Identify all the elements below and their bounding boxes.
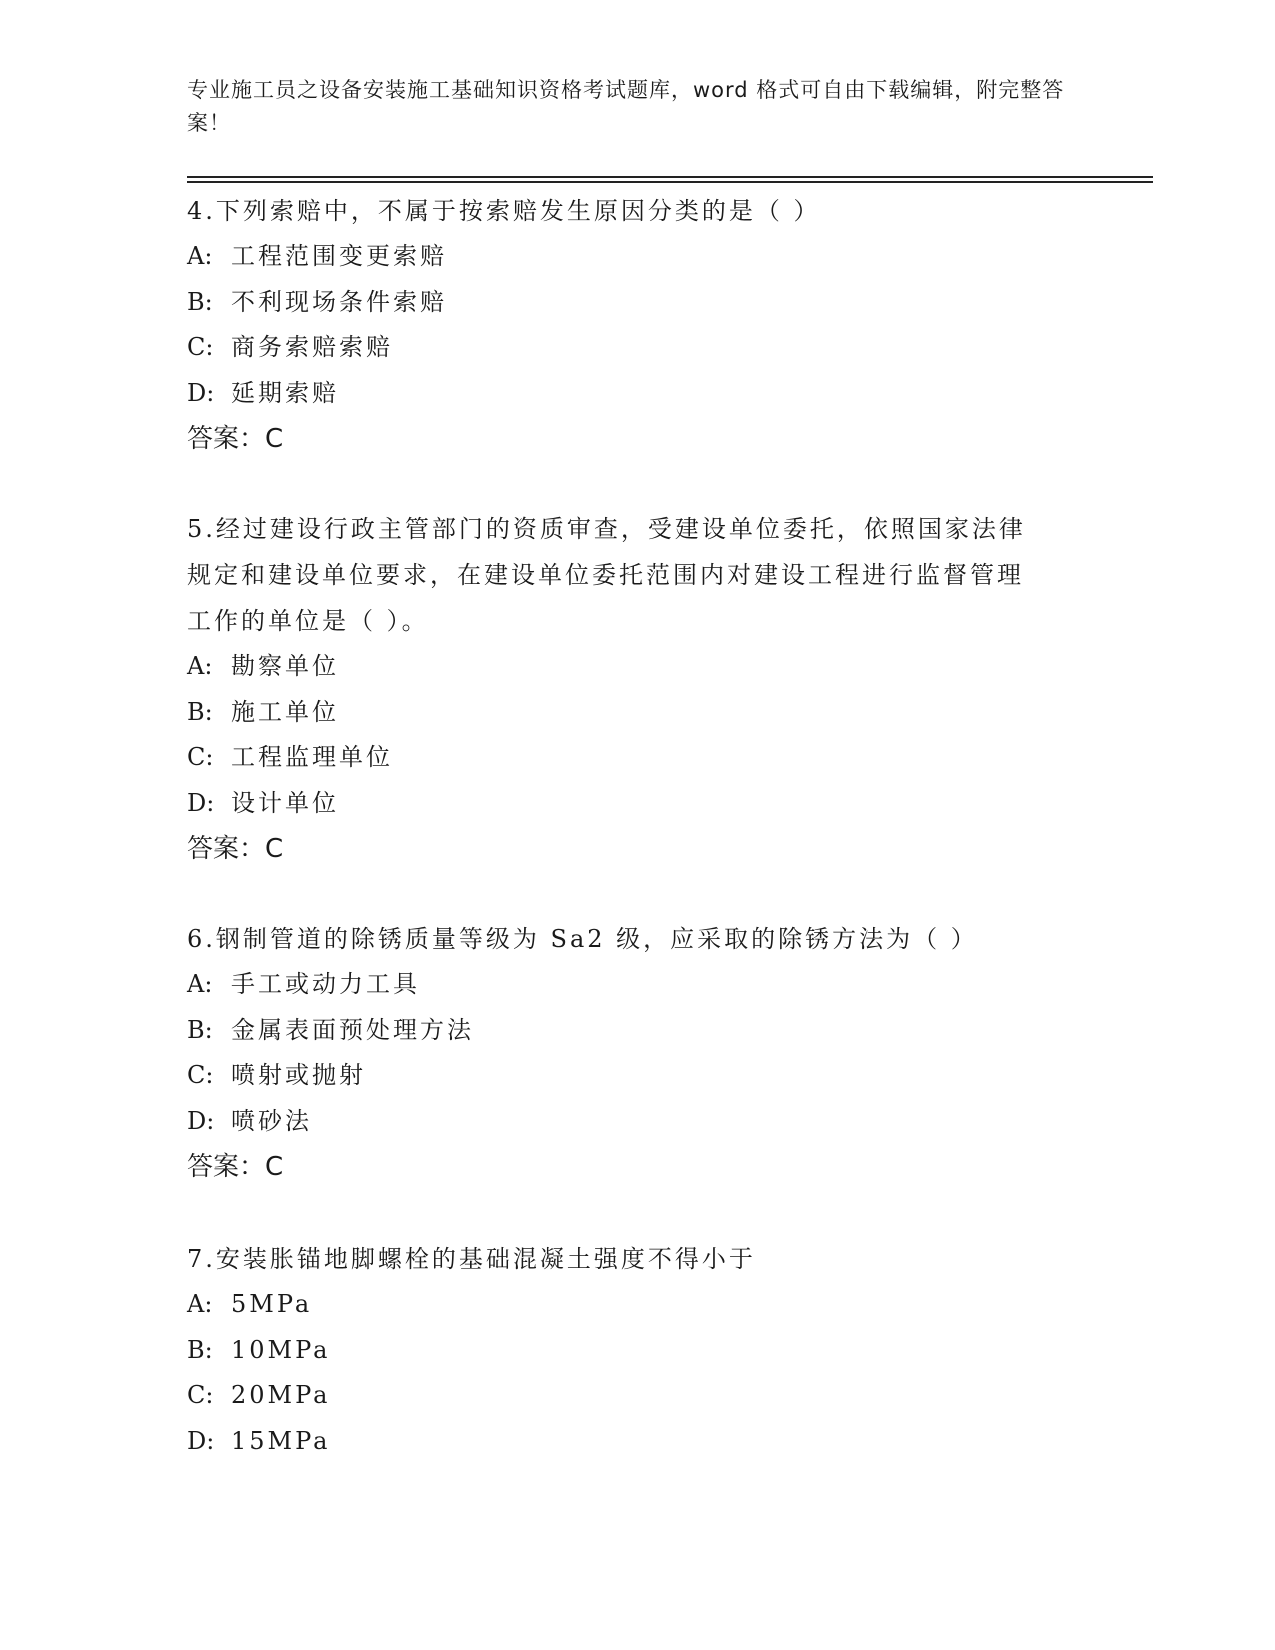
option-b	[187, 1008, 1087, 1054]
option-c	[187, 1053, 1087, 1099]
question-stem: 6.钢制管道的除锈质量等级为 Sa2 级，应采取的除锈方法为（ ）	[187, 925, 978, 953]
document-header: 专业施工员之设备安装施工基础知识资格考试题库，word 格式可自由下载编辑，附完整答案！	[187, 78, 1065, 135]
option-a	[187, 962, 1087, 1008]
option-a	[187, 1282, 1087, 1328]
option-letter: D:	[187, 1106, 215, 1135]
question-stem: 5.经过建设行政主管部门的资质审查，受建设单位委托，依照国家法律规定和建设单位要求，在建设单位委托范围内对建设工程进行监督管理工作的单位是（ ）。	[187, 515, 1026, 635]
answer-label: 答案：C	[187, 834, 284, 864]
option-c	[187, 735, 1087, 781]
option-letter: D:	[187, 378, 215, 407]
option-text: 喷砂法	[231, 1106, 312, 1135]
option-text: 工程监理单位	[231, 743, 393, 771]
option-text: 5MPa	[231, 1290, 313, 1318]
option-a	[187, 234, 1087, 280]
option-letter: B:	[187, 1015, 213, 1044]
header-divider-top	[187, 176, 1153, 178]
option-letter: B:	[187, 1335, 213, 1364]
option-letter: C:	[187, 333, 214, 361]
header-divider-bottom	[187, 181, 1153, 183]
option-c	[187, 1373, 1087, 1419]
answer-label: 答案：C	[187, 424, 284, 454]
option-letter: B:	[187, 287, 213, 316]
answer-label: 答案：C	[187, 1152, 284, 1182]
option-letter: B:	[187, 697, 213, 726]
option-text: 勘察单位	[231, 652, 339, 680]
option-text: 施工单位	[231, 697, 339, 726]
option-letter: C:	[187, 743, 214, 771]
option-text: 15MPa	[231, 1426, 331, 1455]
option-b	[187, 280, 1087, 326]
question-4	[187, 188, 1087, 462]
option-d	[187, 1099, 1087, 1145]
option-text: 10MPa	[231, 1335, 331, 1364]
question-stem: 7.安装胀锚地脚螺栓的基础混凝土强度不得小于	[187, 1245, 756, 1273]
option-d	[187, 781, 1087, 827]
option-letter: A:	[187, 242, 213, 270]
question-5	[187, 506, 1087, 872]
question-6	[187, 916, 1087, 1190]
option-text: 20MPa	[231, 1381, 331, 1409]
option-text: 手工或动力工具	[231, 970, 420, 998]
option-a	[187, 644, 1087, 690]
option-b	[187, 690, 1087, 736]
option-letter: A:	[187, 652, 213, 680]
option-letter: C:	[187, 1381, 214, 1409]
option-d	[187, 371, 1087, 417]
option-text: 不利现场条件索赔	[231, 287, 447, 316]
option-letter: C:	[187, 1061, 214, 1089]
option-text: 工程范围变更索赔	[231, 242, 447, 270]
option-text: 设计单位	[231, 788, 339, 817]
option-d	[187, 1419, 1087, 1465]
option-c	[187, 325, 1087, 371]
question-7	[187, 1236, 1087, 1464]
option-b	[187, 1328, 1087, 1374]
option-text: 金属表面预处理方法	[231, 1015, 474, 1044]
question-stem: 4.下列索赔中，不属于按索赔发生原因分类的是（ ）	[187, 197, 821, 225]
option-letter: A:	[187, 970, 213, 998]
option-text: 喷射或抛射	[231, 1061, 366, 1089]
option-letter: D:	[187, 788, 215, 817]
option-letter: A:	[187, 1290, 213, 1318]
option-text: 商务索赔索赔	[231, 333, 393, 361]
option-text: 延期索赔	[231, 378, 339, 407]
option-letter: D:	[187, 1426, 215, 1455]
